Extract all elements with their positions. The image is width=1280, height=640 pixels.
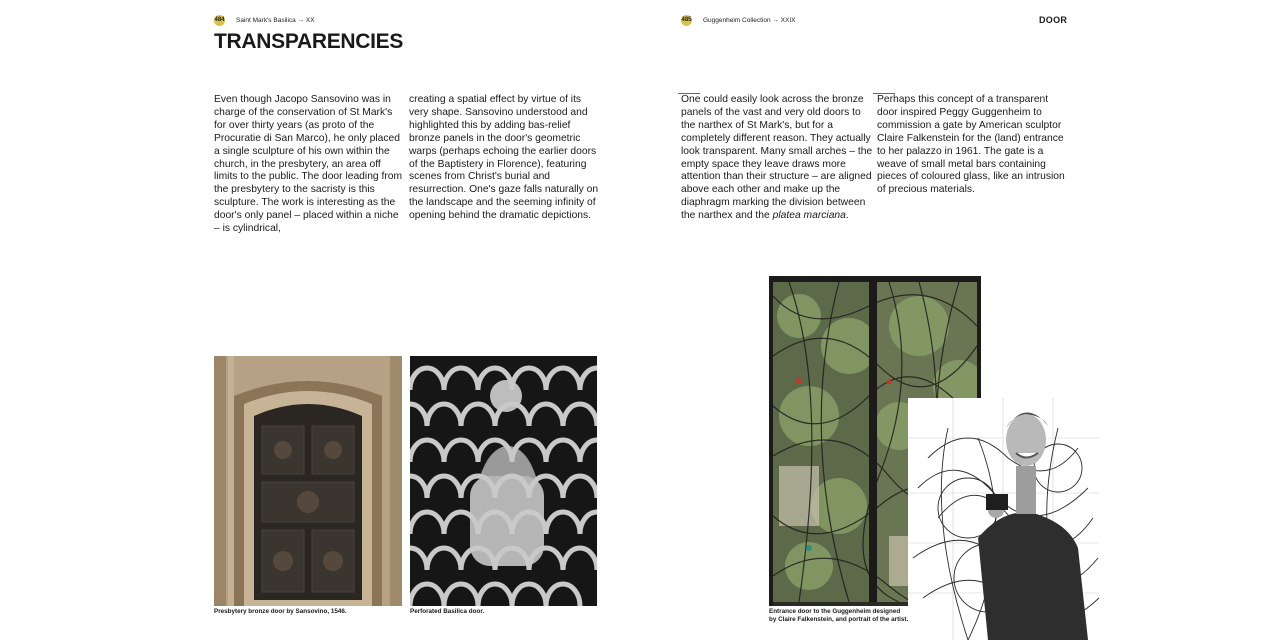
right-col1-text-b: . [845, 210, 849, 222]
right-caption [769, 608, 908, 623]
right-col1-italic: platea marciana [772, 210, 846, 222]
right-column-1 [681, 94, 873, 223]
left-page-number: 484 [214, 15, 225, 26]
left-caption-2: Perforated Basilica door. [410, 608, 485, 615]
right-caption-line-2: by Claire Falkenstein, and portrait of the artist. [769, 615, 909, 623]
right-running-head: Guggenheim Collection → XXIX [703, 17, 796, 24]
right-col1-text-a: One could easily look across the bronze panels of the vast and very old doors to the narthex of St Mark's, but for a completely different reason. They actually look transparent. Many small arches – the empty space they leave draws more attention than their structure – are aligned above each other and make up the diaphragm marking the division between the narthex and the [681, 94, 873, 222]
page-title: TRANSPARENCIES [214, 30, 404, 53]
left-column-2 [409, 94, 601, 223]
perforated-door-photo [410, 356, 597, 606]
left-caption-1: Presbytery bronze door by Sansovino, 1546. [214, 608, 347, 615]
right-column-2 [877, 94, 1069, 197]
left-column-1 [214, 94, 406, 236]
section-label: DOOR [1039, 15, 1068, 25]
sansovino-door-photo [214, 356, 402, 606]
left-col1-text: Even though Jacopo Sansovino was in charge of the conservation of St Mark's for over thirty years (as proto of the Procuratie di San Marco), he only placed a single sculpture of his own within the church, in the presbytery, an area off limits to the public. The door leading from the presbytery to the sacristy is this sculpture. The work is interesting as the door's only panel – placed within a niche – is cylindrical, [214, 94, 403, 235]
right-col1-text [681, 94, 873, 223]
falkenstein-portrait [908, 398, 1099, 640]
right-page-number: 485 [681, 15, 692, 26]
left-col2-text: creating a spatial effect by virtue of its very shape. Sansovino understood and highlighted this by adding bas-relief bronze panels in the door's geometric warps (perhaps echoing the earlier doors of the Baptistery in Florence), featuring scenes from Christ's burial and resurrection. One's gaze falls naturally on the landscape and the seeming infinity of opening behind the dramatic depictions. [409, 94, 599, 222]
right-caption-line-1: Entrance door to the Guggenheim designed [769, 608, 901, 615]
left-running-head: Saint Mark's Basilica → XX [236, 17, 315, 24]
right-col2-text: Perhaps this concept of a transparent door inspired Peggy Guggenheim to commission a gate by American sculptor Claire Falkenstein for the (land) entrance to her palazzo in 1961. The gate is a weave of small metal bars containing pieces of coloured glass, like an intrusion of precious materials. [877, 94, 1065, 196]
